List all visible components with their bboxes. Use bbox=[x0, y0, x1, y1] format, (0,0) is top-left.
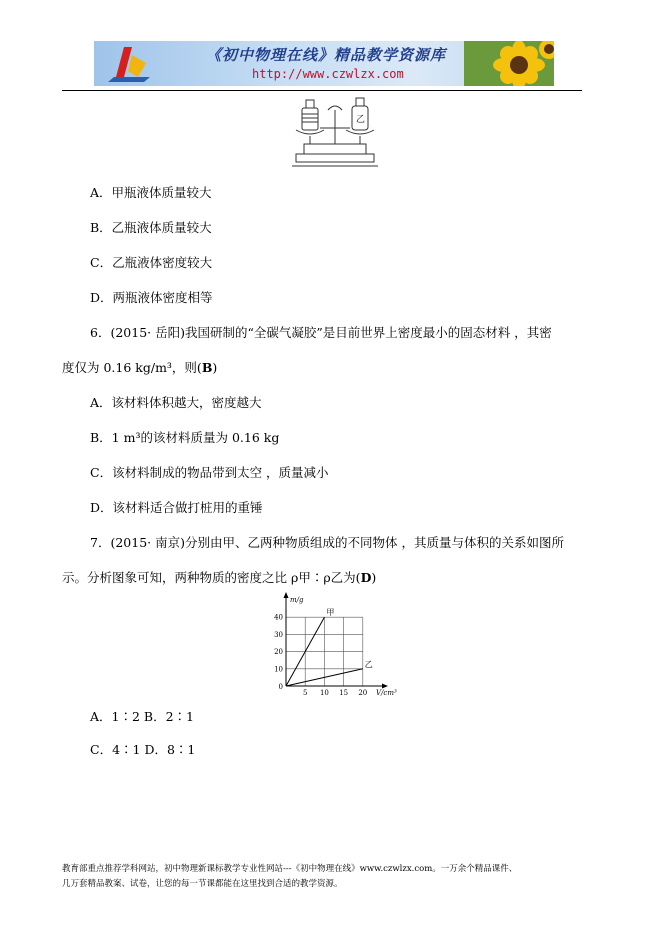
q5-option-c: C．乙瓶液体密度较大 bbox=[90, 255, 213, 270]
y-axis-arrow bbox=[284, 592, 289, 598]
site-logo-icon bbox=[94, 41, 164, 86]
q6-stem-line1: 6．(2015· 岳阳)我国研制的“全碳气凝胶”是目前世界上密度最小的固态材料 ，其密 bbox=[90, 325, 552, 340]
y-axis-label: m/g bbox=[290, 596, 304, 604]
graph-axes bbox=[284, 592, 389, 689]
site-url[interactable]: http://www.czwlzx.com bbox=[252, 67, 404, 81]
graph-labels bbox=[274, 596, 397, 697]
footer-line2: 几万套精品教案、试卷，让您的每一节课都能在这里找到合适的教学资源。 bbox=[62, 879, 343, 889]
x-axis-label: V/cm³ bbox=[376, 689, 397, 697]
x-tick-label: 5 bbox=[302, 689, 308, 697]
x-tick-label: 10 bbox=[319, 689, 329, 697]
mass-volume-graph bbox=[262, 590, 402, 700]
q7-options-line1: A．1∶2 B．2∶1 bbox=[90, 709, 194, 724]
q5-option-a: A．甲瓶液体质量较大 bbox=[90, 185, 212, 200]
graph-grid bbox=[286, 617, 363, 686]
y-tick-label: 10 bbox=[274, 665, 283, 674]
x-tick-label: 15 bbox=[339, 689, 349, 697]
q7-stem-line1: 7．(2015· 南京)分别由甲、乙两种物质组成的不同物体 ，其质量与体积的关系如图所 bbox=[90, 535, 564, 550]
header-rule bbox=[62, 90, 582, 91]
x-tick-label: 20 bbox=[358, 689, 368, 697]
q6-option-d: D．该材料适合做打桩用的重锤 bbox=[90, 500, 263, 515]
footer-line1: 教育部重点推荐学科网站，初中物理新课标教学专业性网站---《初中物理在线》www.czwlzx.com。一万余个精品课件、 bbox=[62, 864, 518, 874]
q7-stem-line2: 示。分析图象可知，两种物质的密度之比 ρ甲∶ρ乙为(D) bbox=[62, 570, 377, 585]
site-title: 《初中物理在线》精品教学资源库 bbox=[206, 46, 447, 64]
q5-option-b: B．乙瓶液体质量较大 bbox=[90, 220, 212, 235]
q5-option-d: D．两瓶液体密度相等 bbox=[90, 290, 213, 305]
q7-answer: D bbox=[360, 570, 372, 585]
series-label-jia: 甲 bbox=[326, 608, 335, 618]
q6-option-b: B．1 m³的该材料质量为 0.16 kg bbox=[90, 430, 280, 445]
q6-option-c: C．该材料制成的物品带到太空 ，质量减小 bbox=[90, 465, 329, 480]
y-tick-label: 40 bbox=[274, 613, 283, 622]
y-tick-label: 20 bbox=[274, 648, 283, 657]
header-banner bbox=[94, 41, 554, 86]
q6-stem-line2: 度仅为 0.16 kg/m³，则(B) bbox=[62, 360, 218, 375]
q6-option-a: A．该材料体积越大，密度越大 bbox=[90, 395, 262, 410]
y-tick-label: 30 bbox=[274, 630, 283, 639]
origin-label: 0 bbox=[278, 683, 283, 691]
q6-answer: B bbox=[201, 360, 213, 375]
balance-scale-figure bbox=[290, 94, 380, 169]
q7-options-line2: C．4∶1 D．8∶1 bbox=[90, 742, 196, 757]
bottle-b-label: 乙 bbox=[356, 115, 366, 125]
sunflower-icon bbox=[464, 41, 554, 86]
series-label-yi: 乙 bbox=[364, 659, 373, 669]
x-axis-arrow bbox=[382, 684, 388, 689]
footer bbox=[62, 862, 602, 892]
